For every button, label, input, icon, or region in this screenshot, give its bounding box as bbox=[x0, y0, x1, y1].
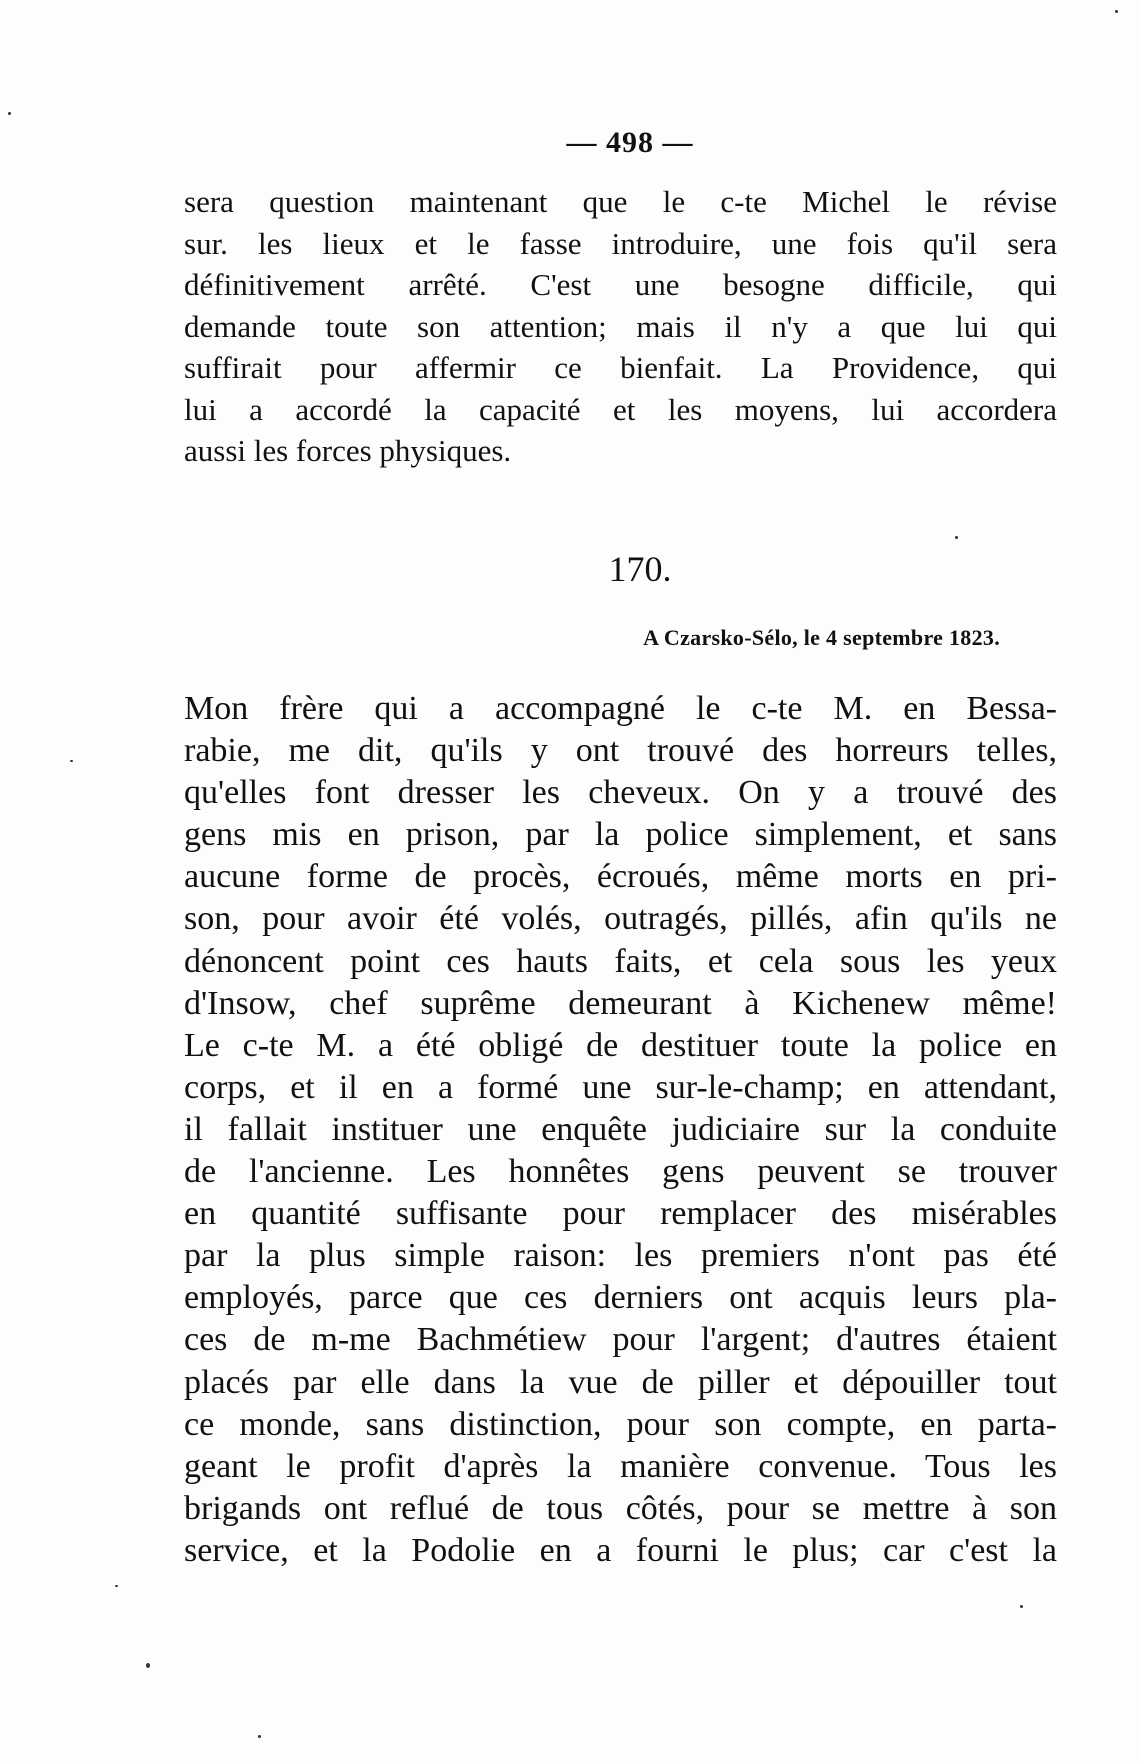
text-line: aussi les forces physiques. bbox=[184, 433, 512, 468]
text-line: lui a accordé la capacité et les moyens, lui accordera bbox=[184, 391, 1057, 427]
text-line: dénoncent point ces hauts faits, et cela sous les yeux bbox=[184, 942, 1057, 980]
text-line: qu'elles font dresser les cheveux. On y a trouvé des bbox=[184, 774, 1057, 812]
text-line: employés, parce que ces derniers ont acquis leurs pla- bbox=[184, 1279, 1057, 1317]
print-speck bbox=[146, 1663, 150, 1668]
text-line: placés par elle dans la vue de piller et dépouiller tout bbox=[184, 1363, 1057, 1401]
text-line: demande toute son attention; mais il n'y a que lui qui bbox=[184, 308, 1057, 344]
text-line: de l'ancienne. Les honnêtes gens peuvent se trouver bbox=[184, 1153, 1057, 1191]
page-number: — 498 — bbox=[566, 126, 694, 159]
print-speck bbox=[1115, 10, 1118, 13]
text-line: suffirait pour affermir ce bienfait. La Providence, qui bbox=[184, 350, 1057, 385]
print-speck bbox=[70, 760, 73, 762]
text-line: corps, et il en a formé une sur-le-champ; en attendant, bbox=[184, 1068, 1057, 1106]
text-line: par la plus simple raison: les premiers n'ont pas été bbox=[184, 1237, 1057, 1275]
letter-body bbox=[184, 688, 1057, 1572]
text-line: d'Insow, chef suprême demeurant à Kichenew même! bbox=[184, 984, 1057, 1022]
print-speck bbox=[8, 112, 11, 115]
print-speck bbox=[1020, 1605, 1023, 1608]
text-line: sera question maintenant que le c-te Michel le révise bbox=[184, 184, 1057, 219]
text-line: sur. les lieux et le fasse introduire, une fois qu'il sera bbox=[184, 225, 1057, 261]
print-speck bbox=[955, 536, 958, 539]
print-speck bbox=[258, 1735, 261, 1738]
text-line: brigands ont reflué de tous côtés, pour se mettre à son bbox=[184, 1489, 1057, 1527]
print-speck bbox=[115, 1585, 118, 1587]
text-line: rabie, me dit, qu'ils y ont trouvé des horreurs telles, bbox=[184, 732, 1057, 770]
letter-dateline: A Czarsko-Sélo, le 4 septembre 1823. bbox=[643, 625, 1000, 650]
text-line: service, et la Podolie en a fourni le plus; car c'est la bbox=[184, 1531, 1057, 1569]
text-line: il fallait instituer une enquête judiciaire sur la conduite bbox=[184, 1110, 1057, 1148]
text-line: aucune forme de procès, écroués, même morts en pri- bbox=[184, 858, 1057, 896]
text-line: ces de m-me Bachmétiew pour l'argent; d'autres étaient bbox=[184, 1321, 1057, 1359]
intro-paragraph bbox=[184, 181, 1057, 472]
text-line: gens mis en prison, par la police simplement, et sans bbox=[184, 816, 1057, 854]
text-line: définitivement arrêté. C'est une besogne difficile, qui bbox=[184, 267, 1057, 302]
text-line: en quantité suffisante pour remplacer des misérables bbox=[184, 1195, 1057, 1233]
text-line: ce monde, sans distinction, pour son compte, en parta- bbox=[184, 1405, 1057, 1443]
text-line: Le c-te M. a été obligé de destituer toute la police en bbox=[184, 1026, 1057, 1064]
text-line: geant le profit d'après la manière convenue. Tous les bbox=[184, 1447, 1057, 1485]
text-line: son, pour avoir été volés, outragés, pillés, afin qu'ils ne bbox=[184, 900, 1057, 938]
text-line: Mon frère qui a accompagné le c-te M. en Bessa- bbox=[184, 690, 1057, 727]
letter-number: 170. bbox=[608, 549, 672, 589]
